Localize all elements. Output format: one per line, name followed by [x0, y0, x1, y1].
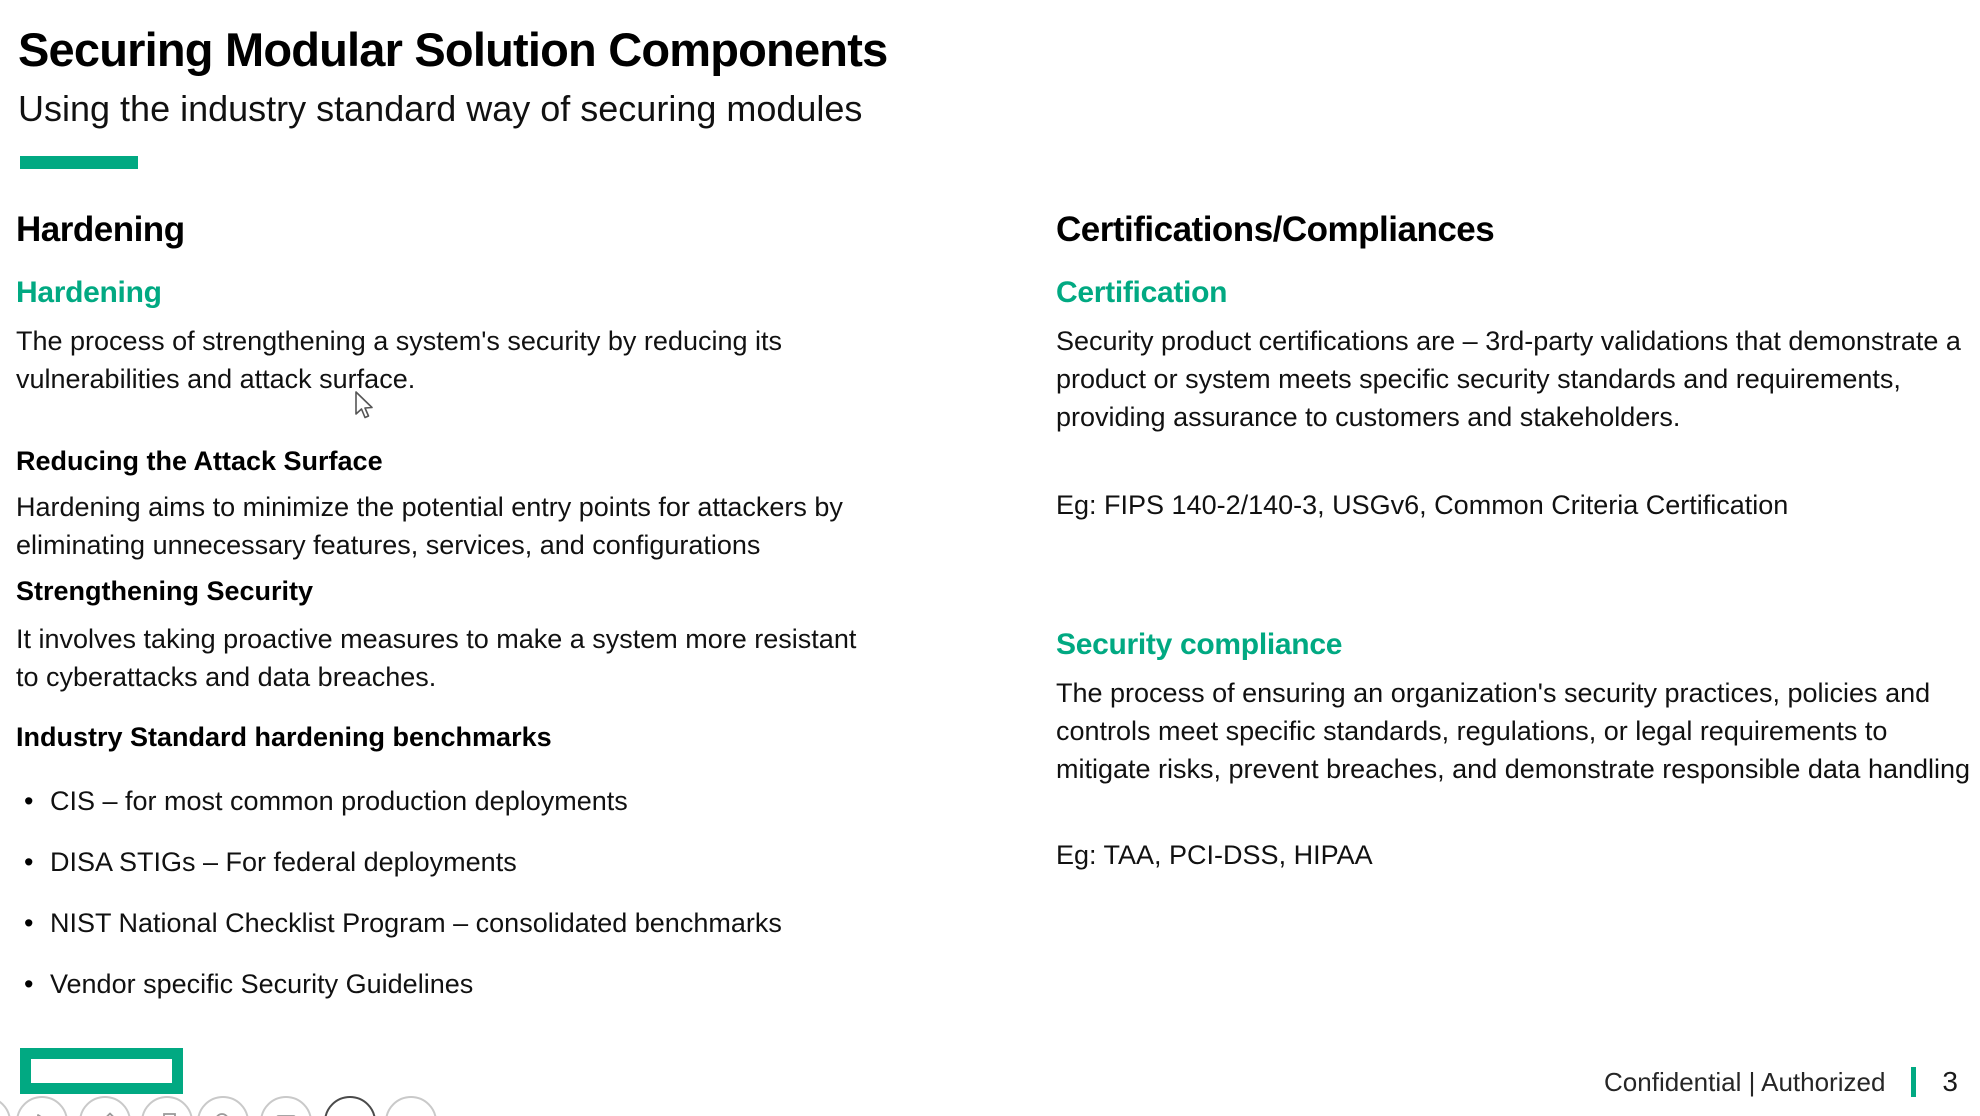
certification-examples: Eg: FIPS 140-2/140-3, USGv6, Common Criteria Certification [1056, 490, 1789, 520]
windows-button[interactable] [141, 1096, 193, 1116]
screen-share-button[interactable] [260, 1096, 312, 1116]
benchmark-item: • CIS – for most common production deployments [16, 782, 782, 820]
reducing-attack-surface-subheading: Reducing the Attack Surface [16, 446, 383, 476]
certification-subheading: Certification [1056, 276, 1228, 309]
benchmarks-list [16, 782, 782, 1026]
benchmarks-subheading: Industry Standard hardening benchmarks [16, 722, 552, 752]
benchmark-item: • DISA STIGs – For federal deployments [16, 843, 782, 881]
search-button[interactable] [197, 1096, 249, 1116]
page-number: 3 [1942, 1066, 1958, 1097]
strengthening-security-subheading: Strengthening Security [16, 576, 314, 606]
annotate-button[interactable] [79, 1096, 131, 1116]
hardening-subheading: Hardening [16, 276, 162, 309]
blank-toolbar-button[interactable] [385, 1096, 437, 1116]
play-button[interactable] [16, 1096, 68, 1116]
windows-icon [153, 1108, 181, 1116]
benchmark-item: • Vendor specific Security Guidelines [16, 965, 782, 1003]
mouse-cursor [352, 390, 376, 420]
video-camera-icon [336, 1108, 364, 1116]
footer [1604, 1062, 1958, 1102]
accent-bar [20, 156, 138, 169]
certifications-heading: Certifications/Compliances [1056, 210, 1495, 249]
bottom-toolbar [0, 1096, 460, 1116]
partial-toolbar-button[interactable] [0, 1096, 11, 1116]
slide-title: Securing Modular Solution Components [18, 23, 888, 76]
benchmark-item: • NIST National Checklist Program – consolidated benchmarks [16, 904, 782, 942]
security-compliance-subheading: Security compliance [1056, 628, 1343, 661]
security-compliance-definition: The process of ensuring an organization's security practices, policies and controls meet specific standards, regulations, or legal requirements to mitigate risks, prevent breaches, and demonstrate responsible data handling [1056, 678, 1971, 784]
hardening-definition: The process of strengthening a system's security by reducing its vulnerabilities and attack surface. [16, 326, 783, 394]
compliance-examples: Eg: TAA, PCI-DSS, HIPAA [1056, 840, 1373, 870]
play-icon [28, 1108, 56, 1116]
video-camera-button[interactable] [324, 1096, 376, 1116]
screen-icon [272, 1108, 300, 1116]
reducing-attack-surface-text: Hardening aims to minimize the potential entry points for attackers by eliminating unnecessary features, services, and configurations [16, 492, 843, 560]
pencil-icon [91, 1108, 119, 1116]
strengthening-security-text: It involves taking proactive measures to make a system more resistant to cyberattacks and data breaches. [16, 624, 857, 692]
hpe-logo [20, 1048, 183, 1094]
certification-definition: Security product certifications are – 3rd-party validations that demonstrate a product or system meets specific security standards and requirements, providing assurance to customers and stakeholders. [1056, 326, 1961, 432]
classification-label: Confidential | Authorized [1604, 1066, 1886, 1097]
search-icon [209, 1108, 237, 1116]
slide-subtitle: Using the industry standard way of securing modules [18, 88, 863, 129]
footer-divider [1911, 1067, 1916, 1097]
hardening-heading: Hardening [16, 210, 185, 249]
